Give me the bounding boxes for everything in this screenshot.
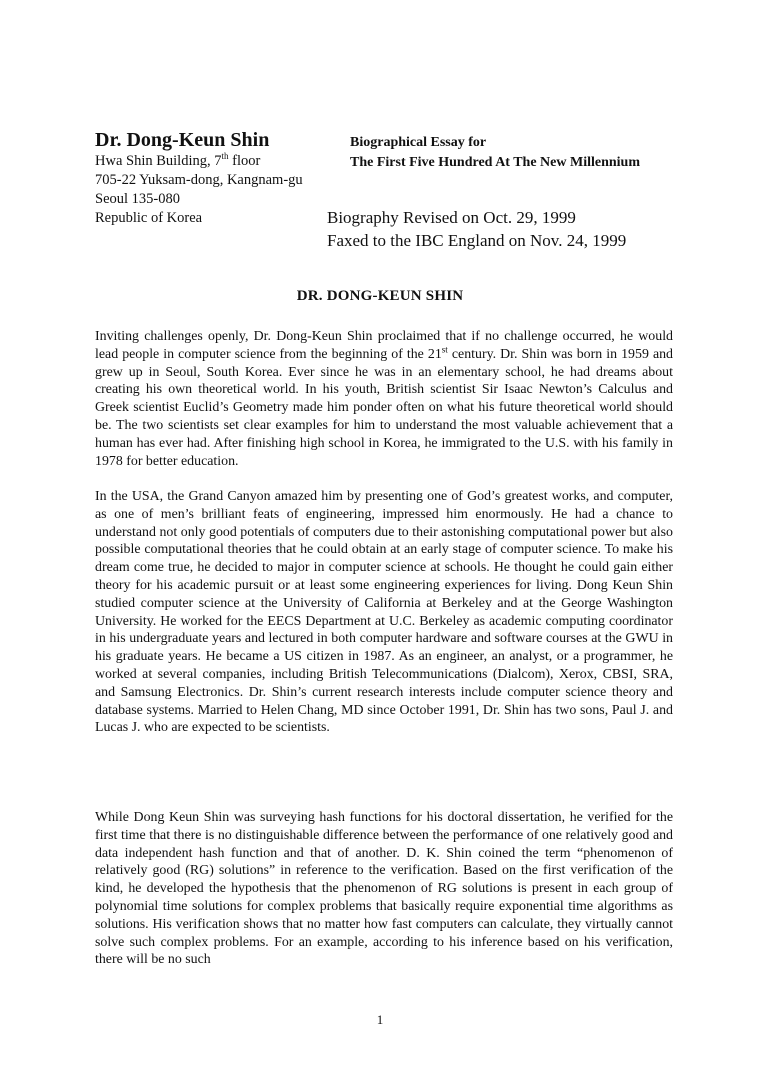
paragraph-1-rest: century. Dr. Shin was born in 1959 and grew up in Seoul, South Korea. Ever since he was in an elementary school, he had dreams about creating his own theoretical world. In his youth, British scientist Sir Isaac Newton’s Calculus and Greek scientist Euclid’s Geometry made him ponder often on what his future theoretical world should be. The two scientists set clear examples for him to understand the most valuable achievement that a human has ever had. After finishing high school in Korea, he immigrated to the U.S. with his family in 1978 for better education. <box>95 346 674 469</box>
author-address-block <box>95 128 345 228</box>
address-line-2: 705-22 Yuksam-dong, Kangnam-gu <box>95 172 303 188</box>
address-line-4: Republic of Korea <box>95 210 203 226</box>
address-line-3: Seoul 135-080 <box>95 191 180 207</box>
paragraph-1-sup: st <box>441 344 448 355</box>
paragraph-3: While Dong Keun Shin was surveying hash functions for his doctoral dissertation, he verified for the first time that there is no distinguishable difference between the performance of one relatively good and data independent hash function and that of another. D. K. Shin coined the term “phenomenon of relatively good (RG) solutions” in reference to the verification. Based on the first verification of the kind, he developed the hypothesis that the phenomenon of RG solutions is present in each group of polynomial time solutions for complex problems that basically require exponential time algorithms as solutions. His verification shows that no matter how fast computers can calculate, they virtually cannot solve such complex problems. For an example, according to his inference based on his verification, there will be no such <box>95 810 673 968</box>
faxed-date: Faxed to the IBC England on Nov. 24, 1999 <box>327 231 627 250</box>
essay-line-2: The First Five Hundred At The New Millennium <box>350 155 640 170</box>
essay-line-1: Biographical Essay for <box>350 135 487 150</box>
author-name: Dr. Dong-Keun Shin <box>95 129 270 151</box>
address-line-1-sup: th <box>221 151 229 162</box>
revision-note <box>327 206 727 252</box>
page-number: 1 <box>376 1012 384 1027</box>
document-title: DR. DONG-KEUN SHIN <box>296 288 464 304</box>
paragraph-1-text: Inviting challenges openly, Dr. Dong-Keun Shin proclaimed that if no challenge occurred, he would lead people in computer science from the beginning of the 21 <box>95 329 673 362</box>
essay-heading <box>350 133 730 173</box>
address-line-1-text: Hwa Shin Building, 7 <box>95 153 222 169</box>
revised-date: Biography Revised on Oct. 29, 1999 <box>327 208 576 227</box>
paragraph-2: In the USA, the Grand Canyon amazed him by presenting one of God’s greatest works, and computer, as one of men’s brilliant feats of engineering, impressed him enormously. He had a chance to understand not only good potentials of computers due to their astonishing computational power but also possible computational theories that he could obtain at an early stage of computer science. To make his dream come true, he decided to major in computer science at schools. He thought he could gain either theory for his academic pursuit or at least some engineering experiences for living. Dong Keun Shin studied computer science at the University of California at Berkeley and at the George Washington University. He worked for the EECS Department at U.C. Berkeley as academic computing coordinator in his undergraduate years and lectured in both computer hardware and software courses at the GWU in his graduate years. He became a US citizen in 1987. As an engineer, an analyst, or a programmer, he worked at several companies, including British Telecommunications (Dialcom), Xerox, CBSI, SRA, and Samsung Electronics. Dr. Shin’s current research interests include computer science theory and database systems. Married to Helen Chang, MD since October 1991, Dr. Shin has two sons, Paul J. and Lucas J. who are expected to be scientists. <box>95 489 673 736</box>
paragraph-1 <box>95 328 673 470</box>
address-line-1-post: floor <box>228 153 261 169</box>
address-line-1 <box>95 152 345 171</box>
